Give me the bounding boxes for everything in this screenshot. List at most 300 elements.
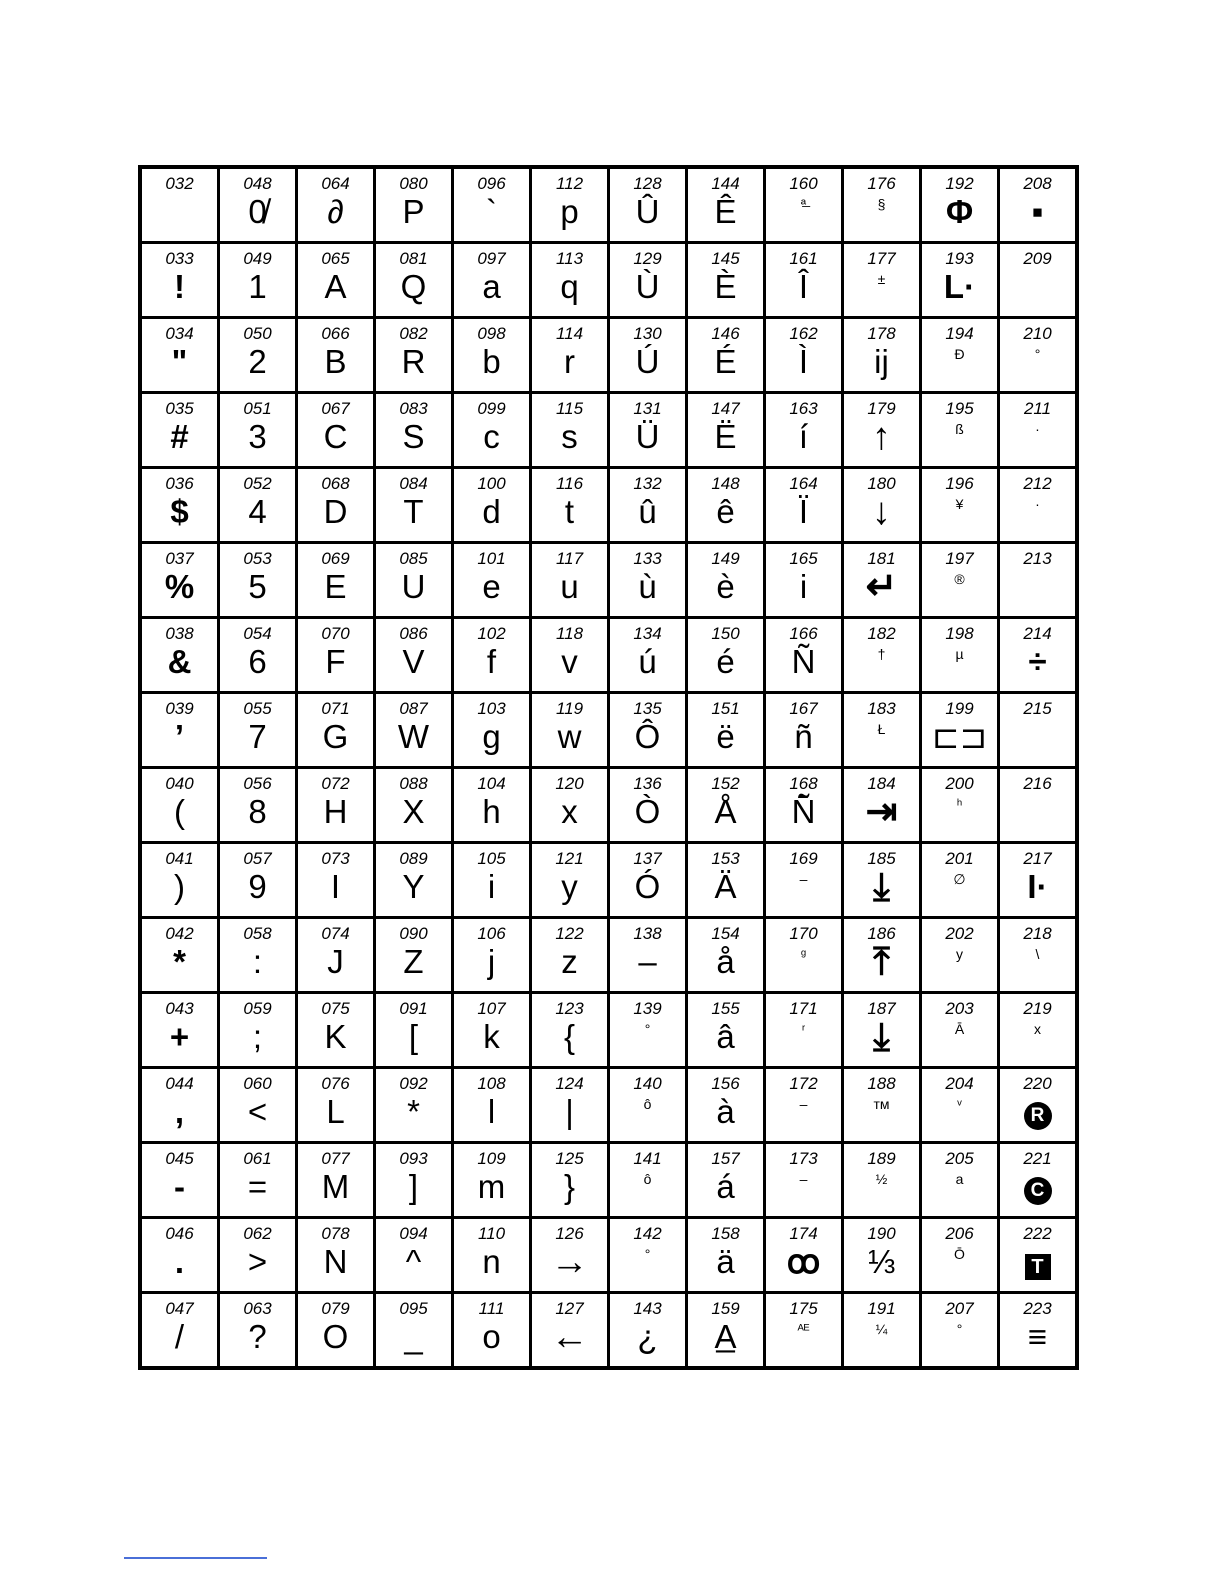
char-glyph: {	[563, 1018, 576, 1055]
char-glyph: y	[956, 946, 963, 962]
char-cell	[531, 1293, 609, 1369]
char-glyph: ¿	[637, 1318, 658, 1355]
char-code: 194	[945, 324, 974, 343]
char-glyph: Ō	[954, 1246, 965, 1262]
char-code: 046	[165, 1224, 194, 1243]
char-code: 128	[633, 174, 662, 193]
char-glyph: z	[561, 943, 578, 980]
char-cell	[219, 693, 297, 768]
char-code: 154	[711, 924, 740, 943]
char-code: 120	[555, 774, 584, 793]
char-cell	[687, 768, 765, 843]
char-glyph: °	[956, 1321, 963, 1337]
char-code: 091	[399, 999, 428, 1018]
char-code: 101	[477, 549, 506, 568]
char-cell	[531, 768, 609, 843]
char-code: 182	[867, 624, 896, 643]
table-row	[140, 1218, 1077, 1293]
char-cell	[687, 167, 765, 243]
char-code: 118	[555, 624, 584, 643]
char-glyph: ∂	[327, 193, 344, 230]
char-cell	[219, 618, 297, 693]
char-glyph: (	[174, 793, 185, 830]
char-code: 156	[711, 1074, 740, 1093]
char-glyph: ñ	[794, 718, 813, 755]
char-glyph: ë	[716, 718, 735, 755]
char-code: 206	[945, 1224, 974, 1243]
char-code: 123	[555, 999, 584, 1018]
char-cell	[375, 1293, 453, 1369]
char-code: 045	[165, 1149, 194, 1168]
char-code: 148	[711, 474, 740, 493]
char-cell	[375, 393, 453, 468]
char-code: 180	[867, 474, 896, 493]
char-glyph: Ê	[714, 193, 737, 230]
char-cell	[921, 167, 999, 243]
char-glyph: Å	[714, 793, 737, 830]
char-code: 095	[399, 1299, 428, 1318]
char-cell	[453, 993, 531, 1068]
char-code: 054	[243, 624, 272, 643]
char-glyph: q	[560, 268, 579, 305]
char-cell	[531, 843, 609, 918]
char-glyph: F	[325, 643, 346, 680]
char-cell	[531, 918, 609, 993]
char-glyph: }	[563, 1168, 576, 1205]
char-code: 137	[633, 849, 662, 868]
char-code: 195	[945, 399, 974, 418]
char-glyph: ¥	[955, 496, 964, 512]
char-cell	[531, 1218, 609, 1293]
char-glyph: O	[322, 1318, 349, 1355]
char-cell	[609, 468, 687, 543]
char-code: 097	[477, 249, 506, 268]
char-code: 179	[867, 399, 896, 418]
char-cell	[609, 693, 687, 768]
char-cell	[921, 618, 999, 693]
char-code: 220	[1023, 1074, 1052, 1093]
char-code: 201	[945, 849, 974, 868]
char-cell	[375, 1218, 453, 1293]
char-glyph: ʰ	[956, 796, 963, 812]
char-code: 219	[1023, 999, 1052, 1018]
char-code: 173	[789, 1149, 818, 1168]
char-code: 223	[1023, 1299, 1052, 1318]
char-glyph: f	[486, 643, 497, 680]
char-glyph: °	[644, 1246, 651, 1262]
char-code: 074	[321, 924, 350, 943]
char-cell	[765, 468, 843, 543]
char-code: 070	[321, 624, 350, 643]
char-code: 106	[477, 924, 506, 943]
char-code: 169	[789, 849, 818, 868]
char-glyph: y	[561, 868, 578, 905]
char-glyph: Ñ	[791, 643, 816, 680]
table-row	[140, 693, 1077, 768]
char-code: 082	[399, 324, 428, 343]
char-glyph: ↑	[872, 416, 891, 458]
char-code: 099	[477, 399, 506, 418]
char-code: 211	[1023, 399, 1052, 418]
table-row	[140, 393, 1077, 468]
char-cell	[375, 468, 453, 543]
char-glyph: Ù	[635, 268, 660, 305]
char-code: 077	[321, 1149, 350, 1168]
char-code: 043	[165, 999, 194, 1018]
char-cell	[765, 1143, 843, 1218]
char-cell	[609, 993, 687, 1068]
char-cell	[375, 167, 453, 243]
char-glyph: ¼	[875, 1321, 888, 1337]
char-cell	[843, 393, 921, 468]
char-cell	[140, 768, 219, 843]
char-cell	[219, 167, 297, 243]
char-cell	[687, 393, 765, 468]
char-code: 221	[1023, 1149, 1052, 1168]
char-cell	[375, 918, 453, 993]
char-code: 153	[711, 849, 740, 868]
char-cell	[219, 393, 297, 468]
char-cell	[765, 393, 843, 468]
char-cell	[687, 318, 765, 393]
char-code: 215	[1023, 699, 1052, 718]
char-cell	[453, 768, 531, 843]
char-glyph: b	[482, 343, 501, 380]
char-glyph	[1000, 1093, 1075, 1133]
char-cell	[453, 167, 531, 243]
char-cell	[140, 918, 219, 993]
char-cell	[609, 618, 687, 693]
char-glyph: E	[324, 568, 347, 605]
char-cell	[843, 618, 921, 693]
char-glyph: 9	[248, 868, 267, 905]
table-row	[140, 1068, 1077, 1143]
char-code: 112	[555, 174, 584, 193]
char-code: 200	[945, 774, 974, 793]
char-code: 191	[867, 1299, 896, 1318]
char-glyph: T	[403, 493, 424, 530]
char-glyph: a	[955, 1171, 964, 1187]
char-cell	[609, 768, 687, 843]
char-cell	[687, 1218, 765, 1293]
char-glyph: $	[170, 493, 189, 530]
char-code: 089	[399, 849, 428, 868]
char-code: 149	[711, 549, 740, 568]
char-cell	[765, 918, 843, 993]
char-glyph: Ñ̄	[791, 793, 816, 830]
char-code: 143	[633, 1299, 662, 1318]
char-cell	[219, 1068, 297, 1143]
char-code: 184	[867, 774, 896, 793]
char-code: 160	[789, 174, 818, 193]
char-code: 166	[789, 624, 818, 643]
char-glyph: ᵍ	[800, 946, 807, 962]
char-glyph: :	[252, 943, 263, 980]
char-glyph: µ	[955, 646, 964, 662]
char-glyph: -	[174, 1168, 185, 1205]
char-glyph: %	[164, 568, 195, 605]
char-glyph	[1000, 1168, 1075, 1208]
char-glyph	[1000, 268, 1075, 308]
char-glyph: Ó	[634, 868, 661, 905]
char-code: 050	[243, 324, 272, 343]
char-cell	[219, 1143, 297, 1218]
char-glyph: Z	[403, 943, 424, 980]
char-glyph: ê	[716, 493, 735, 530]
char-cell	[453, 243, 531, 318]
char-code: 168	[789, 774, 818, 793]
char-code: 216	[1023, 774, 1052, 793]
char-code: 060	[243, 1074, 272, 1093]
char-glyph: Ł	[877, 721, 886, 737]
char-glyph: m	[477, 1168, 506, 1205]
char-glyph: ij	[874, 343, 889, 380]
char-glyph: ·	[1035, 496, 1040, 512]
char-cell	[297, 167, 375, 243]
char-cell	[219, 1218, 297, 1293]
char-glyph	[1000, 793, 1075, 833]
char-cell	[921, 768, 999, 843]
char-glyph: A̲	[714, 1318, 737, 1355]
char-glyph: å	[716, 943, 735, 980]
char-glyph: G	[322, 718, 349, 755]
char-glyph: =	[247, 1168, 268, 1205]
char-glyph: ᴛᴍ	[873, 1096, 890, 1112]
char-cell	[297, 243, 375, 318]
char-glyph	[142, 193, 217, 233]
char-code: 063	[243, 1299, 272, 1318]
char-cell	[843, 318, 921, 393]
char-glyph	[1000, 718, 1075, 758]
char-code: 119	[555, 699, 584, 718]
char-cell	[453, 468, 531, 543]
char-code: 103	[477, 699, 506, 718]
char-cell	[921, 993, 999, 1068]
char-glyph: ú	[638, 643, 657, 680]
char-glyph: r	[564, 343, 575, 380]
char-cell	[999, 768, 1078, 843]
char-glyph: –	[799, 1096, 808, 1112]
char-glyph: d	[482, 493, 501, 530]
char-glyph: †	[877, 646, 886, 662]
char-code: 210	[1023, 324, 1052, 343]
char-glyph: o	[482, 1318, 501, 1355]
char-glyph: Î	[798, 268, 809, 305]
char-glyph: _	[404, 1318, 423, 1355]
char-code: 140	[633, 1074, 662, 1093]
char-cell	[297, 993, 375, 1068]
char-cell	[921, 243, 999, 318]
char-glyph: B	[324, 343, 347, 380]
char-code: 146	[711, 324, 740, 343]
char-code: 116	[555, 474, 584, 493]
char-cell	[297, 693, 375, 768]
char-code: 104	[477, 774, 506, 793]
char-cell	[297, 543, 375, 618]
char-code: 058	[243, 924, 272, 943]
char-glyph: ↵	[865, 566, 898, 608]
char-code: 162	[789, 324, 818, 343]
char-code: 157	[711, 1149, 740, 1168]
char-code: 135	[633, 699, 662, 718]
char-code: 185	[867, 849, 896, 868]
char-glyph: n	[482, 1243, 501, 1280]
char-code: 217	[1023, 849, 1052, 868]
char-code: 213	[1023, 549, 1052, 568]
char-glyph: i	[487, 868, 496, 905]
char-glyph: e	[482, 568, 501, 605]
char-cell	[140, 843, 219, 918]
char-code: 131	[633, 399, 662, 418]
char-cell	[765, 1293, 843, 1369]
char-code: 204	[945, 1074, 974, 1093]
char-glyph: *	[407, 1093, 420, 1130]
char-code: 138	[633, 924, 662, 943]
char-code: 144	[711, 174, 740, 193]
char-cell	[843, 918, 921, 993]
char-code: 151	[711, 699, 740, 718]
char-glyph: g	[482, 718, 501, 755]
char-cell	[687, 618, 765, 693]
table-row	[140, 167, 1077, 243]
char-code: 134	[633, 624, 662, 643]
char-glyph: V	[402, 643, 425, 680]
char-cell	[765, 243, 843, 318]
char-glyph	[1000, 568, 1075, 608]
char-code: 073	[321, 849, 350, 868]
char-code: 098	[477, 324, 506, 343]
char-cell	[609, 1143, 687, 1218]
char-code: 087	[399, 699, 428, 718]
char-cell	[999, 393, 1078, 468]
char-cell	[843, 993, 921, 1068]
char-glyph: l	[487, 1093, 496, 1130]
char-cell	[765, 993, 843, 1068]
char-cell	[609, 167, 687, 243]
char-glyph: I	[330, 868, 341, 905]
char-cell	[921, 543, 999, 618]
char-cell	[453, 693, 531, 768]
char-cell	[843, 1218, 921, 1293]
char-cell	[765, 1218, 843, 1293]
char-cell	[999, 167, 1078, 243]
char-code: 111	[478, 1299, 505, 1318]
char-cell	[609, 1293, 687, 1369]
char-glyph: ?	[248, 1318, 267, 1355]
char-cell	[375, 543, 453, 618]
char-cell	[297, 393, 375, 468]
char-cell	[453, 918, 531, 993]
char-glyph: H	[323, 793, 348, 830]
char-glyph: a	[482, 268, 501, 305]
char-code: 174	[789, 1224, 818, 1243]
char-cell	[531, 167, 609, 243]
char-glyph: É	[714, 343, 737, 380]
char-code: 176	[867, 174, 896, 193]
char-glyph: ←	[550, 1316, 589, 1358]
char-cell	[999, 1218, 1078, 1293]
char-glyph: ,	[174, 1093, 185, 1130]
char-glyph: P	[402, 193, 425, 230]
char-glyph: Ú	[635, 343, 660, 380]
char-glyph: X	[402, 793, 425, 830]
char-glyph: ⤓	[873, 866, 890, 908]
char-code: 125	[555, 1149, 584, 1168]
char-code: 208	[1023, 174, 1052, 193]
char-glyph: –	[799, 1171, 808, 1187]
char-glyph: \	[1035, 946, 1040, 962]
char-glyph: Q	[400, 268, 427, 305]
char-code: 147	[711, 399, 740, 418]
char-glyph: Ë	[714, 418, 737, 455]
char-glyph: J	[327, 943, 344, 980]
char-cell	[999, 318, 1078, 393]
char-code: 105	[477, 849, 506, 868]
char-cell	[843, 768, 921, 843]
char-code: 065	[321, 249, 350, 268]
char-glyph: ↓	[872, 491, 891, 533]
char-glyph: –	[799, 871, 808, 887]
char-cell	[609, 918, 687, 993]
char-cell	[531, 243, 609, 318]
char-glyph: §	[877, 196, 886, 212]
char-code: 048	[243, 174, 272, 193]
char-cell	[843, 167, 921, 243]
char-cell	[219, 468, 297, 543]
char-cell	[999, 1293, 1078, 1369]
char-code: 040	[165, 774, 194, 793]
char-glyph: /	[174, 1318, 185, 1355]
char-cell	[921, 468, 999, 543]
char-glyph: "	[171, 343, 188, 380]
char-glyph: 5	[248, 568, 267, 605]
table-row	[140, 768, 1077, 843]
char-glyph: ᴬᴱ	[797, 1321, 810, 1337]
char-glyph: Φ	[945, 193, 974, 230]
char-cell	[921, 843, 999, 918]
char-cell	[843, 243, 921, 318]
char-cell	[375, 693, 453, 768]
char-cell	[609, 243, 687, 318]
char-cell	[219, 918, 297, 993]
char-cell	[765, 768, 843, 843]
char-code: 092	[399, 1074, 428, 1093]
char-glyph: 3	[248, 418, 267, 455]
char-code: 192	[945, 174, 974, 193]
char-code: 158	[711, 1224, 740, 1243]
char-cell	[609, 1218, 687, 1293]
char-cell	[531, 693, 609, 768]
char-cell	[765, 167, 843, 243]
char-glyph: *	[173, 943, 186, 980]
char-cell	[999, 843, 1078, 918]
char-cell	[297, 1068, 375, 1143]
char-code: 177	[867, 249, 896, 268]
char-cell	[297, 843, 375, 918]
char-code: 115	[555, 399, 584, 418]
char-glyph: ʳ	[801, 1021, 806, 1037]
table-row	[140, 843, 1077, 918]
char-cell	[765, 1068, 843, 1143]
char-code: 102	[477, 624, 506, 643]
char-code: 083	[399, 399, 428, 418]
char-cell	[140, 167, 219, 243]
char-cell	[999, 693, 1078, 768]
char-code: 190	[867, 1224, 896, 1243]
char-code: 136	[633, 774, 662, 793]
char-glyph: ·	[1035, 421, 1040, 437]
char-code: 064	[321, 174, 350, 193]
